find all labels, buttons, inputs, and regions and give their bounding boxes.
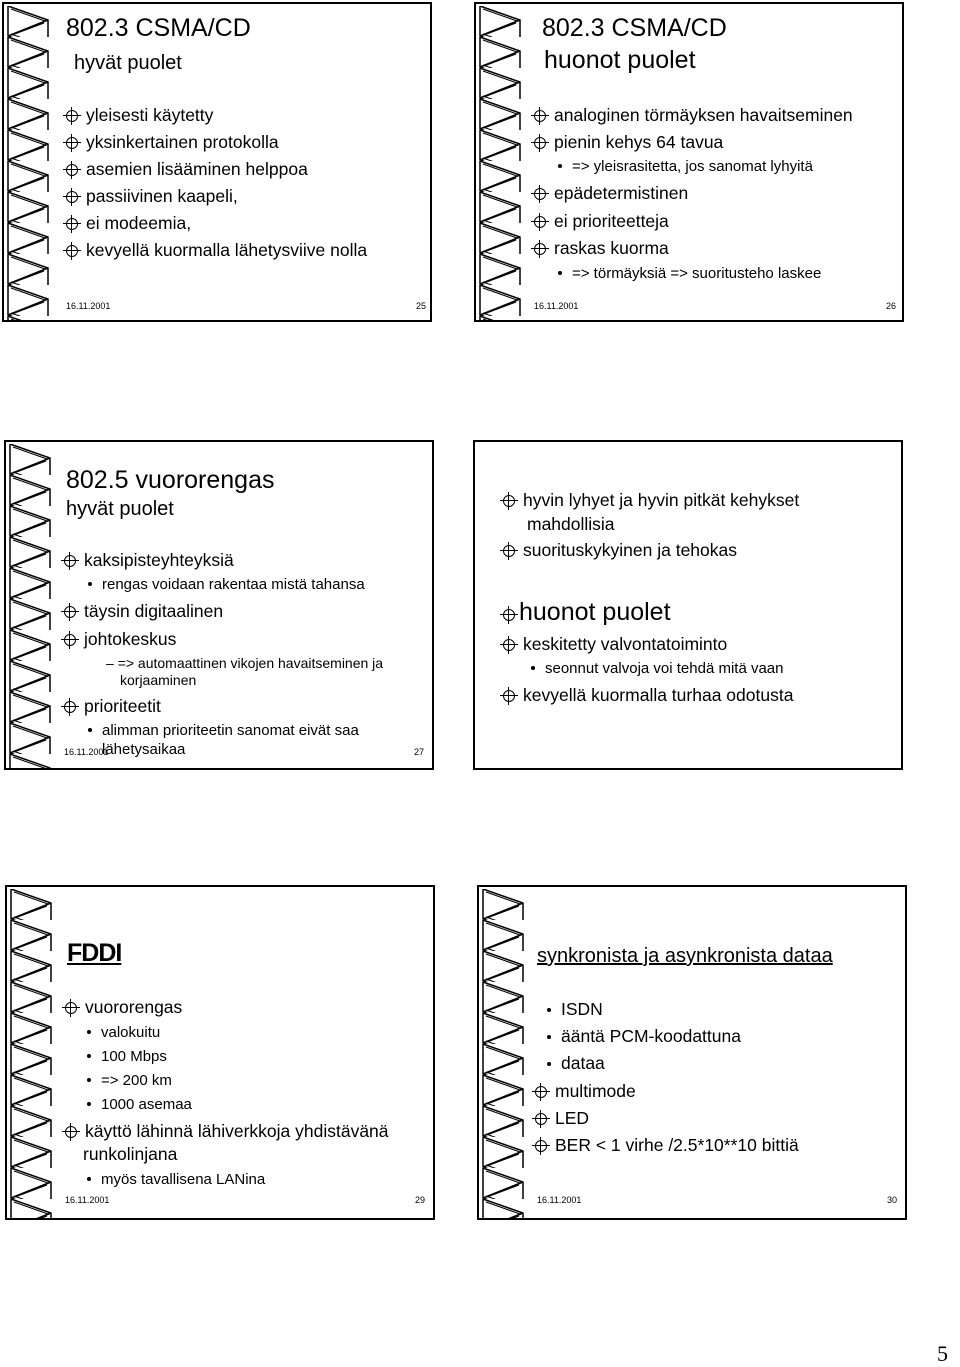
list-item: kevyellä kuormalla turhaa odotusta: [503, 685, 793, 706]
bullet-icon: [535, 1086, 547, 1098]
slide-date: 16.11.2001: [537, 1195, 582, 1205]
slide-date: 16.11.2001: [64, 747, 109, 757]
list-subitem: => törmäyksiä => suoritusteho laskee: [558, 265, 821, 282]
list-item: käyttö lähinnä lähiverkkoja yhdistävänä: [65, 1121, 389, 1142]
list-subitem: 100 Mbps: [87, 1048, 167, 1065]
dot-bullet-icon: [87, 1177, 91, 1181]
slide-26: [474, 2, 904, 322]
dot-bullet-icon: [87, 1030, 91, 1034]
list-item-continued: mahdollisia: [527, 514, 615, 534]
slide-number: 25: [416, 301, 427, 311]
list-subitem-continued: lähetysaikaa: [102, 741, 186, 758]
dot-bullet-icon: [87, 1054, 91, 1058]
list-item: epädetermistinen: [534, 183, 688, 204]
bullet-icon: [503, 690, 515, 702]
bullet-icon: [66, 191, 78, 203]
list-item: hyvin lyhyet ja hyvin pitkät kehykset: [503, 490, 799, 511]
twisted-cable-decoration: [6, 6, 50, 322]
list-subitem: 1000 asemaa: [87, 1096, 192, 1113]
list-item: pienin kehys 64 tavua: [534, 132, 723, 153]
slide-subtitle: hyvät puolet: [74, 52, 182, 74]
dot-bullet-icon: [547, 1008, 551, 1012]
bullet-icon: [503, 609, 515, 621]
list-subitem: => yleisrasitetta, jos sanomat lyhyitä: [558, 158, 813, 175]
slide-25: [2, 2, 432, 322]
twisted-cable-decoration: [8, 444, 52, 770]
list-subitem: seonnut valvoja voi tehdä mitä vaan: [531, 660, 783, 677]
list-item: passiivinen kaapeli,: [66, 186, 238, 207]
bullet-icon: [534, 110, 546, 122]
list-item: yksinkertainen protokolla: [66, 132, 279, 153]
list-subitem: => 200 km: [87, 1072, 172, 1089]
list-item: ei modeemia,: [66, 213, 191, 234]
bullet-icon: [535, 1140, 547, 1152]
bullet-icon: [66, 137, 78, 149]
list-item: multimode: [535, 1081, 636, 1102]
bullet-icon: [66, 218, 78, 230]
list-item: raskas kuorma: [534, 238, 669, 259]
bullet-icon: [534, 243, 546, 255]
list-item: analoginen törmäyksen havaitseminen: [534, 105, 853, 126]
slide-date: 16.11.2001: [66, 301, 111, 311]
slide-number: 29: [415, 1195, 426, 1205]
dot-bullet-icon: [87, 1078, 91, 1082]
section-heading: huonot puolet: [503, 598, 671, 627]
bullet-icon: [66, 110, 78, 122]
list-item: keskitetty valvontatoiminto: [503, 634, 727, 655]
dot-bullet-icon: [558, 164, 562, 168]
bullet-icon: [64, 555, 76, 567]
list-item: kevyellä kuormalla lähetysviive nolla: [66, 240, 367, 261]
slide-subtitle: hyvät puolet: [66, 498, 174, 520]
list-item: yleisesti käytetty: [66, 105, 213, 126]
slide-title: FDDI: [67, 939, 122, 967]
slide-27: [4, 440, 434, 770]
list-item: ääntä PCM-koodattuna: [547, 1026, 741, 1047]
list-item: BER < 1 virhe /2.5*10**10 bittiä: [535, 1135, 799, 1156]
dot-bullet-icon: [88, 728, 92, 732]
twisted-cable-decoration: [481, 889, 525, 1220]
bullet-icon: [503, 545, 515, 557]
list-item: prioriteetit: [64, 696, 161, 717]
slide-date: 16.11.2001: [65, 1195, 110, 1205]
list-item-continued: runkolinjana: [83, 1144, 178, 1164]
slide-28: [473, 440, 903, 770]
bullet-icon: [503, 639, 515, 651]
dot-bullet-icon: [547, 1035, 551, 1039]
bullet-icon: [65, 1126, 77, 1138]
bullet-icon: [534, 188, 546, 200]
bullet-icon: [534, 216, 546, 228]
dot-bullet-icon: [531, 666, 535, 670]
slide-date: 16.11.2001: [534, 301, 579, 311]
slide-title: synkronista ja asynkronista dataa: [537, 945, 833, 967]
list-subsubitem-continued: korjaaminen: [120, 672, 197, 688]
bullet-icon: [66, 245, 78, 257]
slide-number: 27: [414, 747, 425, 757]
list-item: LED: [535, 1108, 589, 1129]
dot-bullet-icon: [87, 1102, 91, 1106]
list-subitem: valokuitu: [87, 1024, 160, 1041]
slide-title: 802.3 CSMA/CD: [542, 14, 727, 42]
list-item: kaksipisteyhteyksiä: [64, 550, 234, 571]
slide-title: 802.5 vuororengas: [66, 466, 275, 494]
bullet-icon: [66, 164, 78, 176]
bullet-icon: [503, 495, 515, 507]
dot-bullet-icon: [547, 1062, 551, 1066]
dot-bullet-icon: [88, 582, 92, 586]
bullet-icon: [65, 1002, 77, 1014]
list-item: vuororengas: [65, 997, 182, 1018]
list-subitem: alimman prioriteetin sanomat eivät saa: [88, 722, 359, 739]
list-item: täysin digitaalinen: [64, 601, 223, 622]
slide-30: [477, 885, 907, 1220]
bullet-icon: [535, 1113, 547, 1125]
page-number: 5: [937, 1341, 948, 1366]
list-item: asemien lisääminen helppoa: [66, 159, 308, 180]
slide-29: [5, 885, 435, 1220]
bullet-icon: [64, 606, 76, 618]
slide-title: 802.3 CSMA/CD: [66, 14, 251, 42]
list-subitem: myös tavallisena LANina: [87, 1171, 265, 1188]
slide-number: 26: [886, 301, 897, 311]
twisted-cable-decoration: [9, 889, 53, 1220]
list-item: ISDN: [547, 999, 603, 1020]
list-subsubitem: – => automaattinen vikojen havaitseminen ja: [106, 655, 384, 671]
slide-subtitle: huonot puolet: [544, 46, 696, 74]
bullet-icon: [64, 701, 76, 713]
slide-number: 30: [887, 1195, 898, 1205]
list-item: johtokeskus: [64, 629, 176, 650]
twisted-cable-decoration: [478, 6, 522, 322]
list-subitem: rengas voidaan rakentaa mistä tahansa: [88, 576, 365, 593]
bullet-icon: [64, 634, 76, 646]
dot-bullet-icon: [558, 271, 562, 275]
bullet-icon: [534, 137, 546, 149]
list-item: dataa: [547, 1053, 605, 1074]
list-item: ei prioriteetteja: [534, 211, 669, 232]
list-item: suorituskykyinen ja tehokas: [503, 540, 737, 561]
